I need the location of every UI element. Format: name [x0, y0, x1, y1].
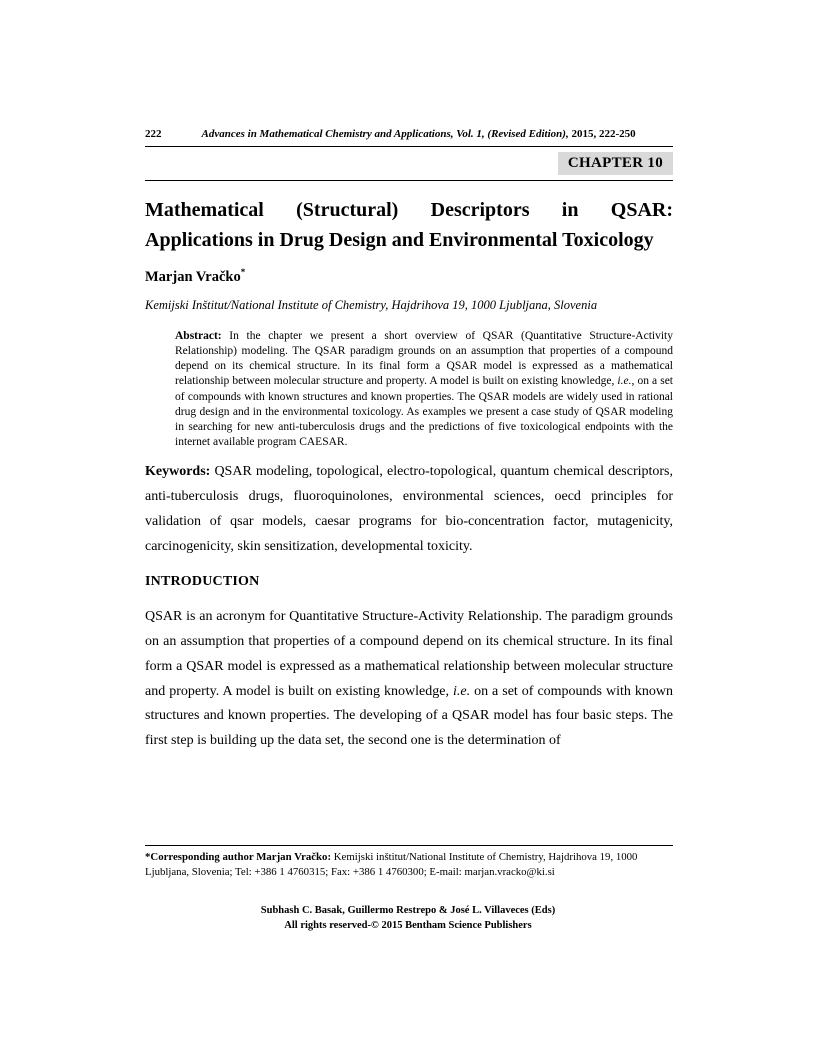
abstract-ie: i.e.,: [617, 375, 635, 388]
article-title: Mathematical (Structural) Descriptors in QSAR: Applications in Drug Design and Environmental Toxicology: [145, 199, 673, 251]
keywords-text: QSAR modeling, topological, electro-topological, quantum chemical descriptors, anti-tuberculosis drugs, fluoroquinolones, environmental sciences, oecd principles for validation of qsar models, caesar programs for bio-concentration factor, mutagenicity, carcinogenicity, skin sensitization, developmental toxicity.: [145, 464, 673, 554]
intro-text-1: QSAR is an acronym for Quantitative Structure-Activity Relationship. The paradigm grounds on an assumption that properties of a compound depend on its chemical structure. In its final form a QSAR model is expressed as a mathematical relationship between molecular structure and property. A model is built on existing knowledge,: [145, 608, 673, 699]
footnote-area: [145, 845, 673, 880]
chapter-badge: CHAPTER 10: [558, 152, 673, 175]
year-pages: 2015, 222-250: [568, 128, 636, 140]
running-header: [145, 128, 673, 147]
keywords: [145, 460, 673, 560]
page-number: 222: [145, 128, 162, 140]
intro-text-2: on a set of compounds with known structures and known properties. The developing of a QSAR model has four basic steps. The first step is building up the data set, the second one is the determination of: [145, 683, 673, 749]
author-footnote-mark: *: [240, 267, 246, 277]
author-name: Marjan Vračko: [145, 268, 241, 285]
editors-line: Subhash C. Basak, Guillermo Restrepo & José L. Villaveces (Eds): [260, 905, 556, 916]
corresponding-author-footnote: [145, 850, 673, 880]
footnote-text: Kemijski inštitut/National Institute of Chemistry, Hajdrihova 19, 1000 Ljubljana, Slovenia; Tel: +386 1 4760315; Fax: +386 1 4760300; E-mail: marjan.vracko@ki.si: [145, 851, 638, 879]
publisher-footer: [0, 903, 816, 933]
keywords-label: Keywords:: [145, 464, 211, 480]
abstract: [175, 329, 673, 450]
abstract-label: Abstract:: [175, 329, 222, 342]
page-content: [145, 128, 673, 754]
footnote-label: *Corresponding author Marjan Vračko:: [145, 851, 332, 863]
abstract-text-2: on a set of compounds with known structures and known properties. The QSAR models are widely used in rational drug design and in the environmental toxicology. As examples we present a case study of QSAR modeling in searching for new anti-tuberculosis drugs and the predictions of five toxicological endpoints with the internet available program CAESAR.: [175, 375, 673, 449]
abstract-text-1: In the chapter we present a short overview of QSAR (Quantitative Structure-Activity Relationship) modeling. The QSAR paradigm grounds on an assumption that properties of a compound depend on its chemical structure. In its final form a QSAR model is expressed as a mathematical relationship between molecular structure and property. A model is built on existing knowledge,: [175, 329, 673, 388]
journal-title: [202, 128, 636, 140]
chapter-row: [145, 147, 673, 181]
intro-ie: i.e.: [452, 683, 471, 699]
journal-title-text: Advances in Mathematical Chemistry and Applications, Vol. 1, (Revised Edition),: [201, 128, 569, 140]
author-line: [145, 267, 673, 286]
intro-paragraph: [145, 605, 673, 754]
rights-line: All rights reserved-© 2015 Bentham Science Publishers: [284, 920, 532, 932]
affiliation: Kemijski Inštitut/National Institute of Chemistry, Hajdrihova 19, 1000 Ljubljana, Slovenia: [145, 297, 598, 312]
section-heading-introduction: INTRODUCTION: [145, 573, 260, 589]
